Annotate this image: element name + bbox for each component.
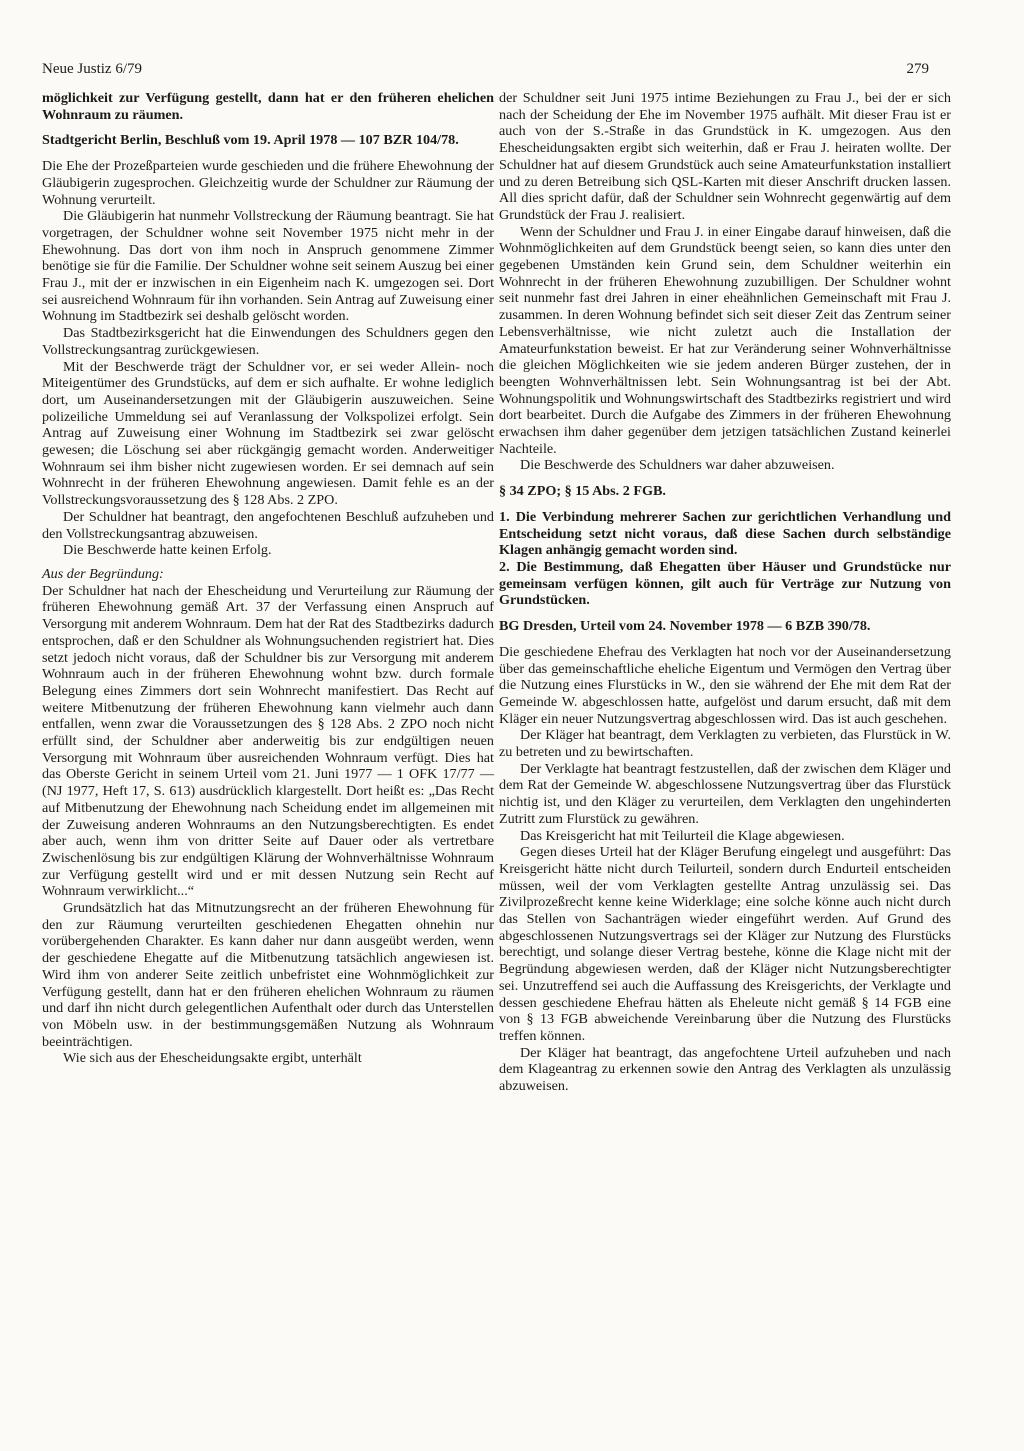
paragraph: Die geschiedene Ehefrau des Verklagten hat noch vor der Auseinandersetzung über das gemeinschaftliche eheliche Eigentum und Vermögen den Vertrag über die Nutzung eines Flurstücks in W., den sie während der Ehe mit dem Rat der Gemeinde W. abgeschlossen hatte, aufgelöst und darum ersucht, daß mit dem Kläger ein neuer Nutzungsvertrag abgeschlossen wird. Das ist auch geschehen. — [499, 643, 951, 727]
paragraph: Der Kläger hat beantragt, dem Verklagten zu verbieten, das Flurstück in W. zu betreten und zu bewirtschaften. — [499, 727, 951, 761]
paragraph: Gegen dieses Urteil hat der Kläger Berufung eingelegt und ausgeführt: Das Kreisgericht hätte nicht durch Teilurteil, sondern durch Endurteil entscheiden müssen, weil der vom Verklagten gestellte Antrag unzulässig sei. Das Zivilprozeßrecht kenne keine Widerklage; eine solche könne auch nicht durch das Stellen von Sachanträgen wieder eingeführt werden. Auf Grund des abgeschlossenen Nutzungsvertrags sei der Kläger zur Nutzung des Flurstücks berechtigt, und solange dieser Vertrag bestehe, könne die Klage nicht mit der Begründung abgewiesen werden, daß der Kläger nicht Nutzungsberechtigter sei. Unzutreffend sei auch die Auffassung des Kreisgerichts, der Verklagte und dessen geschiedene Ehefrau hätten als Eheleute nicht gemäß § 14 FGB eine von § 13 FGB abweichende Vereinbarung über die Nutzung des Flurstücks treffen können. — [499, 844, 951, 1044]
paragraph: Die Beschwerde hatte keinen Erfolg. — [63, 542, 272, 559]
headnote: 1. Die Verbindung mehrerer Sachen zur gerichtlichen Verhandlung und Entscheidung setzt nicht voraus, daß diese Sachen durch selbständige Klagen anhängig gemacht worden sind. — [499, 508, 951, 559]
paragraph: Die Beschwerde des Schuldners war daher abzuweisen. — [520, 457, 835, 474]
paragraph: Der Schuldner hat beantragt, den angefochtenen Beschluß aufzuheben und den Vollstreckungsantrag abzuweisen. — [42, 508, 494, 542]
paragraph: Grundsätzlich hat das Mitnutzungsrecht an der früheren Ehewohnung für den zur Räumung verurteilten geschiedenen Ehegatten ohnehin nur vorübergehenden Charakter. Es kann daher nur dann ausgeübt werden, wenn der geschiedene Ehegatte auf die Mitbenutzung tatsächlich angewiesen ist. Wird ihm von anderer Seite zeitlich unbefristet eine Wohnmöglichkeit zur Verfügung gestellt, dann hat er den früheren ehelichen Wohnraum zu räumen und darf ihn nicht durch gelegentlichen Aufenthalt oder durch das Unterstellen von Möbeln usw. in der bestimmungsgemäßen Nutzung als Wohnraum beeinträchtigen. — [42, 900, 494, 1050]
paragraph: Wie sich aus der Ehescheidungsakte ergibt, unterhält — [63, 1050, 362, 1067]
court-citation: BG Dresden, Urteil vom 24. November 1978 — 6 BZB 390/78. — [499, 618, 871, 635]
section-heading: Aus der Begründung: — [42, 565, 164, 582]
paragraph: Das Stadtbezirksgericht hat die Einwendungen des Schuldners gegen den Vollstreckungsantrag zurückgewiesen. — [42, 325, 494, 358]
headnote-continuation: möglichkeit zur Verfügung gestellt, dann hat er den früheren ehelichen Wohnraum zu räumen. — [42, 90, 494, 123]
court-citation: Stadtgericht Berlin, Beschluß vom 19. April 1978 — 107 BZR 104/78. — [42, 132, 459, 149]
paragraph: Wenn der Schuldner und Frau J. in einer Eingabe darauf hinweisen, daß die Wohnmöglichkeiten auf dem Grundstück beengt seien, so kann dies unter den gegebenen Umständen kein Grund sein, dem Schuldner weiterhin ein Wohnrecht in der früheren Ehewohnung zuzubilligen. Der Schuldner wohnt seit nunmehr fast drei Jahren in einer eheähnlichen Gemeinschaft mit Frau J. zusammen. In deren Wohnung befindet sich seit dieser Zeit das Zentrum seiner Lebensverhältnisse, wie nicht zuletzt auch die Installation der Amateurfunkstation beweist. Er hat zur Veränderung seiner Wohnverhältnisse die gleichen Möglichkeiten wie sie jedem anderen Bürger zustehen, der in beengten Wohnverhältnissen lebt. Sein Wohnungsantrag ist bei der Abt. Wohnungspolitik und Wohnungswirtschaft des Stadtbezirks registriert und wird dort bearbeitet. Durch die Aufgabe des Zimmers in der früheren Ehewohnung erwachsen ihm daher gegenüber dem jetzigen tatsächlichen Zustand keinerlei Nachteile. — [499, 223, 951, 457]
paragraph: Der Schuldner hat nach der Ehescheidung und Verurteilung zur Räumung der früheren Ehewohnung gemäß Art. 37 der Verfassung einen Anspruch auf Versorgung mit anderem Wohnraum. Dem hat der Rat des Stadtbezirks dadurch entsprochen, daß er den Schuldner als Wohnungsuchenden registriert hat. Dies setzt jedoch nicht voraus, daß der Schuldner bis zur Versorgung mit anderem Wohnraum auch in der früheren Ehewohnung wohnt bzw. durch formale Belegung eines Zimmers dort sein Wohnrecht manifestiert. Das Recht auf weitere Mitbenutzung der früheren Ehewohnung kann vielmehr auch dann entfallen, wenn zwar die Voraussetzungen des § 128 Abs. 2 ZPO noch nicht erfüllt sind, der Schuldner aber anderweitig bis zur endgültigen neuen Versorgung mit Wohnraum über ausreichenden Wohnraum verfügt. Dies hat das Oberste Gericht in seinem Urteil vom 21. Juni 1977 — 1 OFK 17/77 — (NJ 1977, Heft 17, S. 613) ausdrücklich klargestellt. Dort heißt es: „Das Recht auf Mitbenutzung der Ehewohnung nach Scheidung endet im allgemeinen mit der Zuweisung anderen Wohnraums an den Nutzungsberechtigten. Es endet aber auch, wenn ihm von dritter Seite auf Dauer oder als vertretbare Zwischenlösung bis zur endgültigen Klärung der Wohnverhältnisse Wohnraum zur Verfügung gestellt wird und er mit dessen Nutzung sein Recht auf Wohnraum verwirklicht...“ — [42, 582, 494, 900]
paragraph: Die Gläubigerin hat nunmehr Vollstreckung der Räumung beantragt. Sie hat vorgetragen, der Schuldner wohne seit November 1975 nicht mehr in der Ehewohnung. Das dort von ihm noch in Anspruch genommene Zimmer benötige sie für die Familie. Der Schuldner wohne seit seinem Auszug bei einer Frau J., mit der er inzwischen in ein Eigenheim nach K. umgezogen sei. Dort sei ausreichend Wohnraum für ihn vorhanden. Sein Antrag auf Zuweisung einer Wohnung im Stadtbezirk sei deshalb gelöscht worden. — [42, 208, 494, 325]
right-column — [499, 90, 951, 1095]
headnote: 2. Die Bestimmung, daß Ehegatten über Häuser und Grundstücke nur gemeinsam verfügen können, gilt auch für Verträge zur Nutzung von Grundstücken. — [499, 558, 951, 609]
paragraph: Die Ehe der Prozeßparteien wurde geschieden und die frühere Ehewohnung der Gläubigerin zugesprochen. Gleichzeitig wurde der Schuldner zur Räumung der Wohnung verurteilt. — [42, 158, 494, 208]
paragraph: Der Verklagte hat beantragt festzustellen, daß der zwischen dem Kläger und dem Rat der Gemeinde W. abgeschlossene Nutzungsvertrag über das Flurstück nichtig ist, und den Kläger zu verurteilen, dem Verklagten den ungehinderten Zutritt zum Flurstück zu gewähren. — [499, 760, 951, 827]
paragraph: Mit der Beschwerde trägt der Schuldner vor, er sei weder Allein- noch Miteigentümer des Grundstücks, auf dem er sich aufhalte. Er wohne lediglich dort, um Auseinandersetzungen mit der Gläubigerin auszuweichen. Seine polizeiliche Ummeldung sei auf Veranlassung der Volkspolizei erfolgt. Sein Antrag auf Zuweisung einer Wohnung im Stadtbezirk sei zwar gelöscht gewesen; die Löschung sei aber rückgängig gemacht worden. Anderweitiger Wohnraum sei ihm bisher nicht zugewiesen worden. Er sei demnach auf sein Wohnrecht in der früheren Ehewohnung angewiesen. Damit fehle es an der Vollstreckungsvoraussetzung des § 128 Abs. 2 ZPO. — [42, 358, 494, 509]
statute-reference: § 34 ZPO; § 15 Abs. 2 FGB. — [499, 483, 666, 500]
paragraph: Der Kläger hat beantragt, das angefochtene Urteil aufzuheben und nach dem Klageantrag zu erkennen sowie den Antrag des Verklagten als unzulässig abzuweisen. — [499, 1044, 951, 1095]
journal-issue: Neue Justiz 6/79 — [42, 61, 142, 77]
left-column — [42, 90, 494, 1067]
running-header — [42, 60, 929, 78]
paragraph: der Schuldner seit Juni 1975 intime Beziehungen zu Frau J., bei der er sich nach der Scheidung der Ehe im November 1975 aufhält. Mit dieser Frau ist er auch von der S.-Straße in das Grundstück in K. umgezogen. Aus den Ehescheidungsakten ergibt sich weiterhin, daß er Frau J. heiraten wollte. Der Schuldner hat auf diesem Grundstück auch seine Amateurfunkstation installiert und zu deren Betreibung sich QSL-Karten mit dieser Anschrift drucken lassen. All dies spricht dafür, daß der Schuldner sein Wohnrecht gegenwärtig auf dem Grundstück der Frau J. realisiert. — [499, 90, 951, 223]
paragraph: Das Kreisgericht hat mit Teilurteil die Klage abgewiesen. — [520, 827, 845, 844]
page-number: 279 — [906, 61, 929, 77]
